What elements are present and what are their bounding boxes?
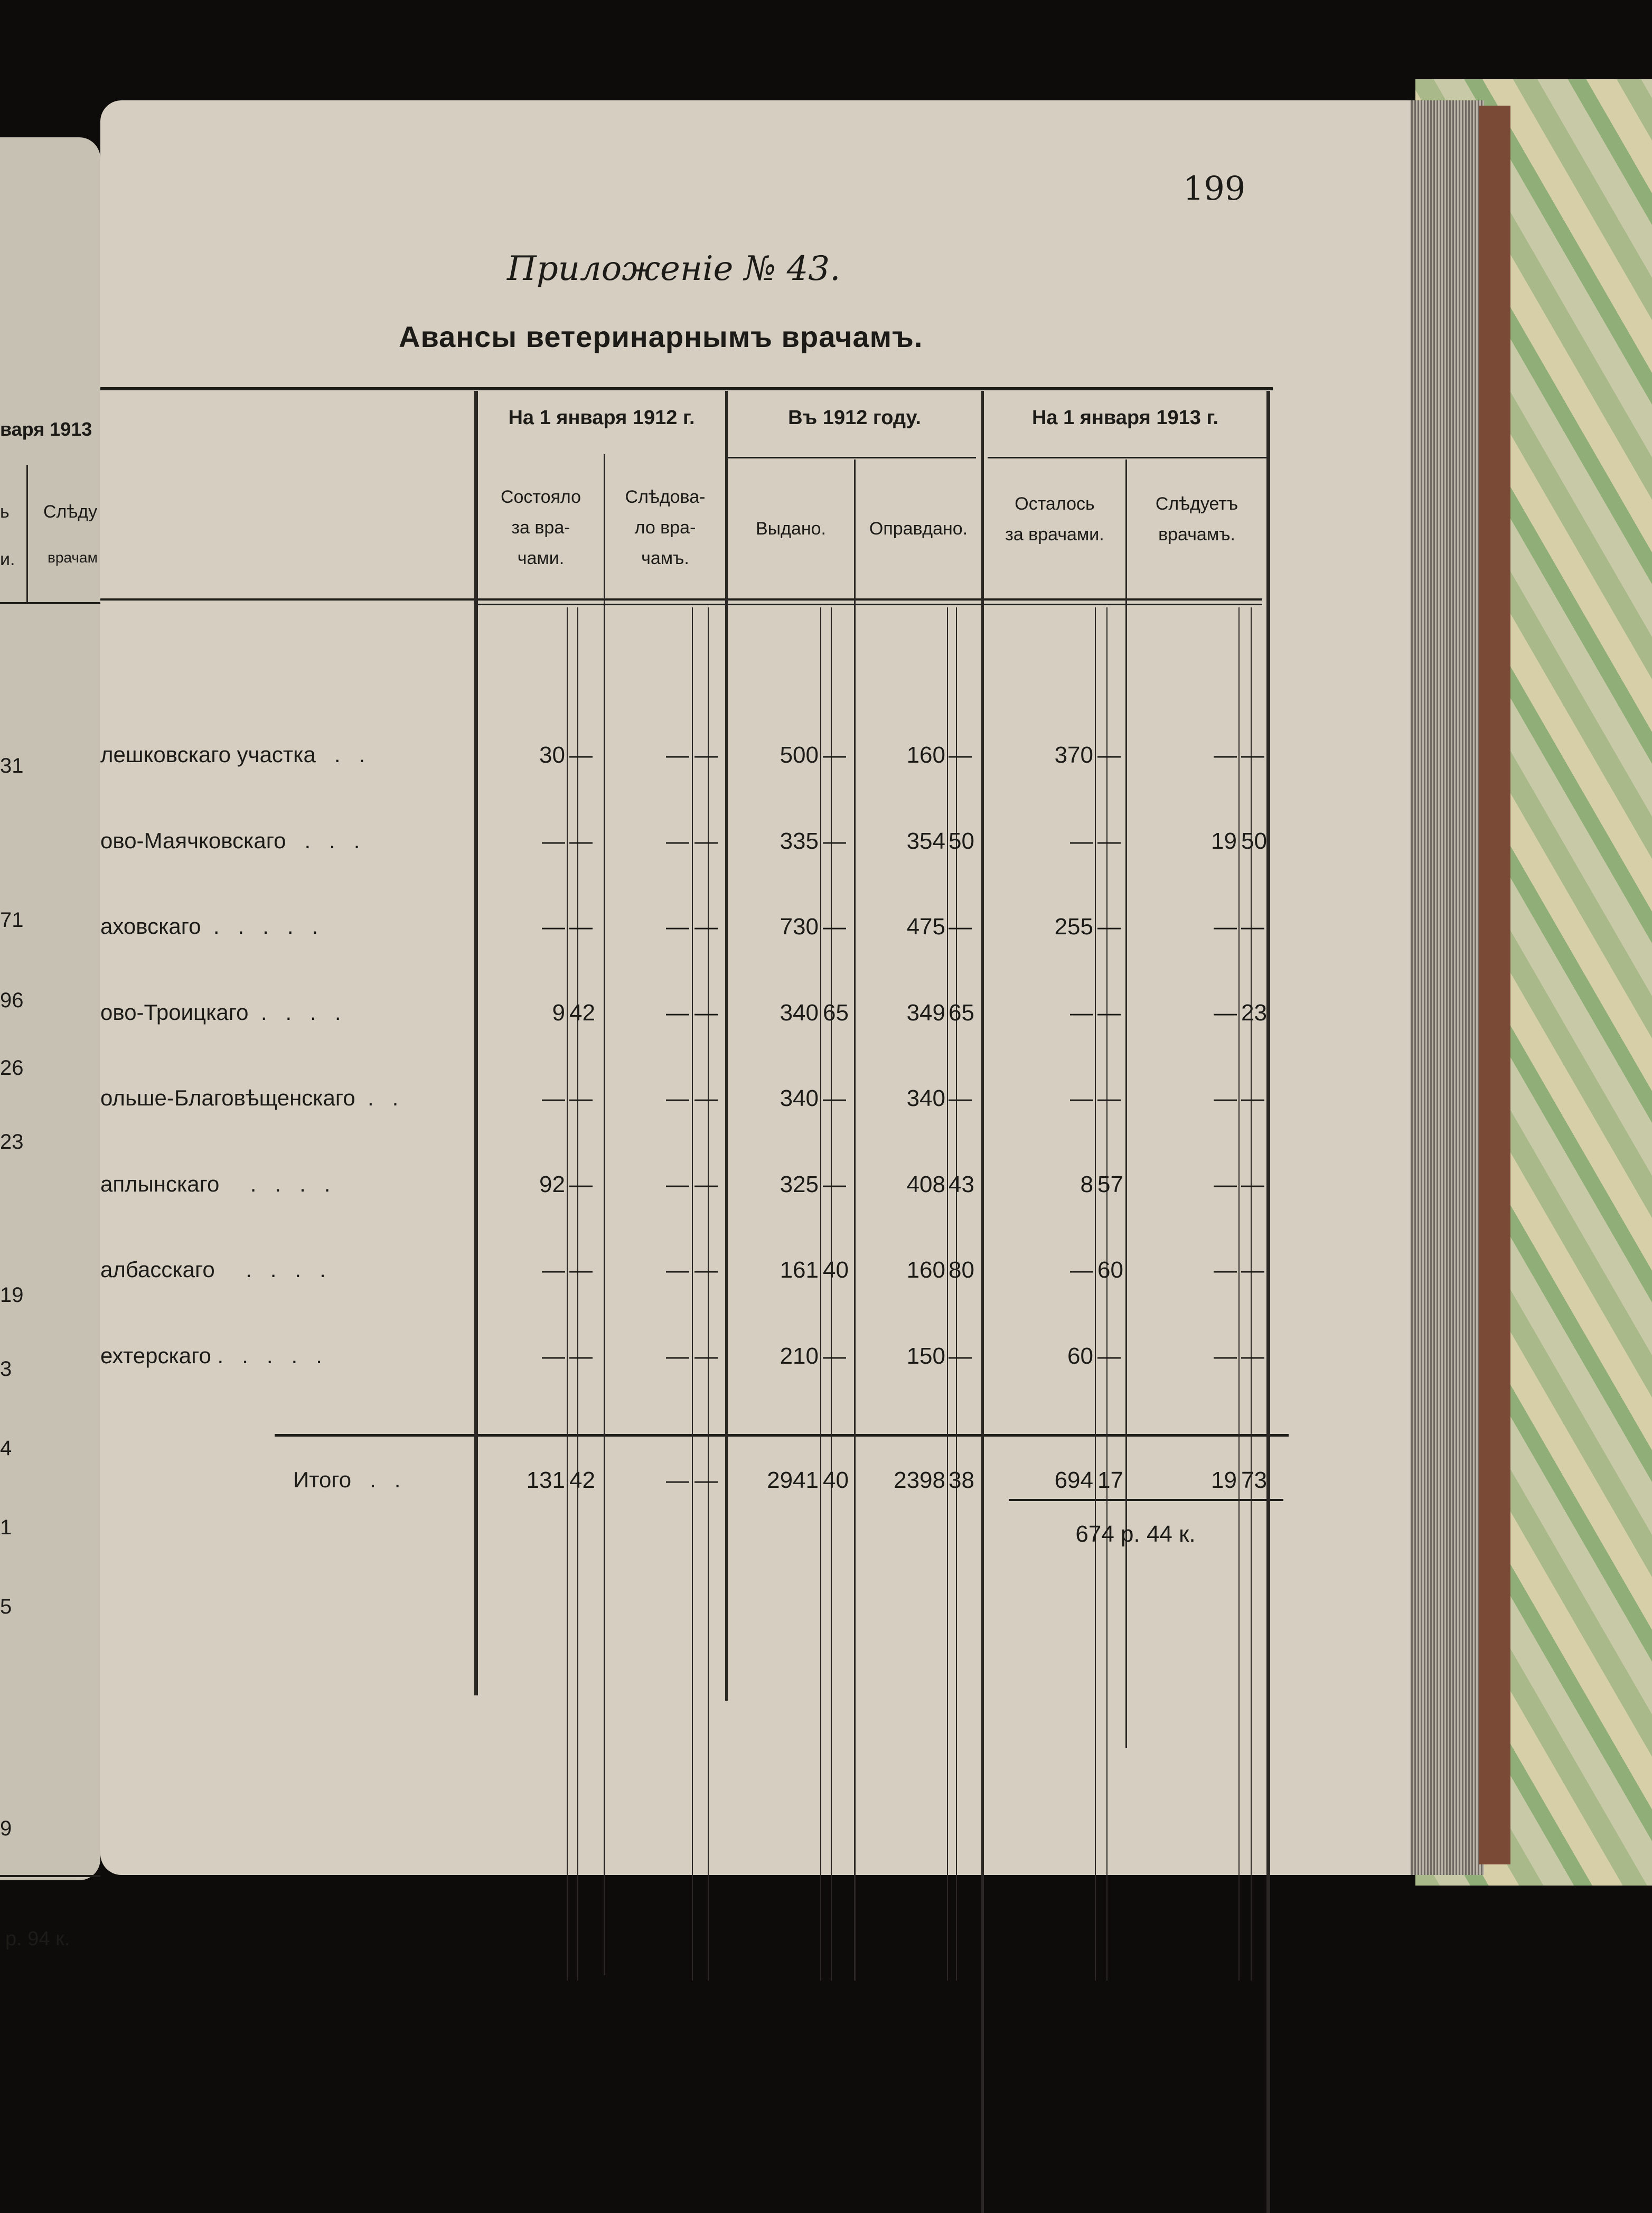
- total-c5k: 17: [1097, 1467, 1123, 1493]
- cell-c4k: —: [949, 1343, 972, 1369]
- cell-c6r: —: [1214, 1343, 1237, 1369]
- cell-c2k: —: [694, 914, 718, 940]
- cell-c5k: —: [1097, 1000, 1121, 1026]
- book-spine: [1479, 106, 1510, 1864]
- cell-c5r: —: [1070, 828, 1093, 854]
- cell-c1r: —: [542, 1257, 565, 1283]
- cell-c1r: —: [542, 1085, 565, 1111]
- total-c3k: 40: [823, 1467, 849, 1493]
- header-jan-1912: На 1 января 1912 г.: [508, 407, 695, 429]
- cell-c1r: 92: [539, 1171, 565, 1197]
- cell-c3r: 335: [780, 828, 819, 854]
- cell-c3k: —: [823, 914, 846, 940]
- row-label: ово-Троицкаго . . . .: [100, 1000, 341, 1025]
- left-page: [0, 137, 100, 1950]
- cell-c1r: 9: [552, 1000, 565, 1026]
- cell-c4k: 43: [949, 1171, 974, 1197]
- cell-c3r: 340: [780, 1085, 819, 1111]
- left-number: 5: [0, 1595, 12, 1618]
- cell-c6r: —: [1214, 914, 1237, 940]
- left-page-sub2: Слѣду: [43, 502, 98, 522]
- cell-c1k: —: [569, 1343, 593, 1369]
- cell-c2r: —: [666, 742, 689, 768]
- cell-c5r: 60: [1067, 1343, 1093, 1369]
- cell-c6k: —: [1241, 1257, 1264, 1283]
- cell-c3k: 40: [823, 1257, 849, 1283]
- cell-c6r: 19: [1211, 828, 1237, 854]
- row-label: лешковскаго участка . .: [100, 742, 365, 767]
- left-number: 4: [0, 1437, 12, 1460]
- cell-c4r: 349: [906, 1000, 945, 1026]
- row-label: ольше-Благовѣщенскаго . .: [100, 1085, 399, 1110]
- cell-c4r: 150: [906, 1343, 945, 1369]
- cell-c4r: 160: [906, 1257, 945, 1283]
- total-c5r: 694: [1054, 1467, 1093, 1493]
- total-c1k: 42: [569, 1467, 595, 1493]
- total-c4r: 2398: [894, 1467, 945, 1493]
- total-c2r: —: [666, 1467, 689, 1493]
- row-label: ехтерскаго . . . . .: [100, 1343, 322, 1368]
- cell-c4k: 50: [949, 828, 974, 854]
- cell-c1k: —: [569, 1257, 593, 1283]
- cell-c5k: —: [1097, 1343, 1121, 1369]
- total-c2k: —: [694, 1467, 718, 1493]
- cell-c3k: —: [823, 742, 846, 768]
- cell-c5k: 57: [1097, 1171, 1123, 1197]
- cell-c1k: —: [569, 742, 593, 768]
- cell-c4r: 475: [906, 914, 945, 940]
- cell-c4r: 354: [906, 828, 945, 854]
- cell-c3r: 161: [780, 1257, 819, 1283]
- cell-c5k: —: [1097, 1085, 1121, 1111]
- cell-c4k: —: [949, 742, 972, 768]
- net-balance: 674 р. 44 к.: [1075, 1521, 1196, 1547]
- cell-c2r: —: [666, 1171, 689, 1197]
- cell-c2r: —: [666, 1000, 689, 1026]
- row-label: ово-Маячковскаго . . .: [100, 828, 360, 853]
- total-label: Итого . .: [293, 1467, 401, 1492]
- cell-c6k: 50: [1241, 828, 1267, 854]
- left-page-footer: р. 94 к.: [5, 1928, 70, 1950]
- cell-c1k: —: [569, 1085, 593, 1111]
- page-title: Авансы ветеринарнымъ врачамъ.: [399, 320, 923, 353]
- total-c3r: 2941: [767, 1467, 819, 1493]
- left-page-sub1: ь: [0, 502, 10, 522]
- main-page: [100, 100, 1410, 1875]
- total-c1r: 131: [526, 1467, 565, 1493]
- header-jan-1913: На 1 января 1913 г.: [1031, 407, 1219, 429]
- total-c4k: 38: [949, 1467, 974, 1493]
- cell-c6k: —: [1241, 914, 1264, 940]
- cell-c4k: —: [949, 914, 972, 940]
- cell-c4k: 65: [949, 1000, 974, 1026]
- left-number: 9: [0, 1817, 12, 1840]
- left-number: 31: [0, 754, 24, 777]
- header-justified: Оправдано.: [869, 519, 968, 539]
- cell-c3r: 340: [780, 1000, 819, 1026]
- cell-c4r: 340: [906, 1085, 945, 1111]
- appendix-label: Приложенiе № 43.: [507, 249, 841, 288]
- cell-c5r: —: [1070, 1257, 1093, 1283]
- cell-c5k: —: [1097, 828, 1121, 854]
- header-bottom-rule: [100, 598, 1262, 601]
- cell-c4r: 160: [906, 742, 945, 768]
- cell-c6r: —: [1214, 1085, 1237, 1111]
- cell-c6r: —: [1214, 1000, 1237, 1026]
- cell-c5k: —: [1097, 742, 1121, 768]
- cell-c3r: 325: [780, 1171, 819, 1197]
- cell-c5r: —: [1070, 1085, 1093, 1111]
- cell-c4k: —: [949, 1085, 972, 1111]
- cell-c3k: 65: [823, 1000, 849, 1026]
- row-label: аплынскаго . . . .: [100, 1171, 331, 1196]
- cell-c3r: 210: [780, 1343, 819, 1369]
- page-edges: [1405, 100, 1484, 1875]
- cell-c3k: —: [823, 1343, 846, 1369]
- cell-c3k: —: [823, 1171, 846, 1197]
- cell-c5r: 255: [1054, 914, 1093, 940]
- cell-c1r: —: [542, 1343, 565, 1369]
- cell-c2k: —: [694, 742, 718, 768]
- cell-c4r: 408: [906, 1171, 945, 1197]
- cell-c6k: —: [1241, 1171, 1264, 1197]
- left-page-sub3: и.: [0, 549, 15, 569]
- total-c6r: 19: [1211, 1467, 1237, 1493]
- cell-c6k: —: [1241, 742, 1264, 768]
- cell-c6r: —: [1214, 742, 1237, 768]
- cell-c1r: —: [542, 828, 565, 854]
- cell-c2k: —: [694, 1000, 718, 1026]
- cell-c4k: 80: [949, 1257, 974, 1283]
- header-during-1912: Въ 1912 году.: [788, 407, 921, 429]
- header-due-to-doctors: Слѣдуетъ врачамъ.: [1155, 494, 1238, 545]
- cell-c5r: —: [1070, 1000, 1093, 1026]
- cell-c5k: 60: [1097, 1257, 1123, 1283]
- left-page-header: варя 1913: [0, 418, 92, 440]
- cell-c1k: 42: [569, 1000, 595, 1026]
- header-remaining-with-doctors: Осталось за врачами.: [1005, 494, 1104, 545]
- cell-c1r: —: [542, 914, 565, 940]
- cell-c3r: 730: [780, 914, 819, 940]
- cell-c5r: 370: [1054, 742, 1093, 768]
- cell-c3k: —: [823, 1085, 846, 1111]
- cell-c2k: —: [694, 1343, 718, 1369]
- total-rule: [275, 1434, 1289, 1437]
- cell-c5k: —: [1097, 914, 1121, 940]
- cell-c6k: —: [1241, 1085, 1264, 1111]
- cell-c1k: —: [569, 828, 593, 854]
- cell-c6k: 23: [1241, 1000, 1267, 1026]
- page-number: 199: [1183, 169, 1246, 208]
- cell-c2k: —: [694, 1085, 718, 1111]
- header-owed-by-doctors-1912: Состояло за вра- чами.: [500, 487, 581, 568]
- left-number: 19: [0, 1283, 24, 1307]
- cell-c2r: —: [666, 1257, 689, 1283]
- row-label: албасскаго . . . .: [100, 1257, 326, 1282]
- header-owed-to-doctors-1912: Слѣдова- ло вра- чамъ.: [625, 487, 706, 568]
- left-number: 71: [0, 908, 24, 932]
- row-label: аховскаго . . . . .: [100, 914, 318, 939]
- cell-c3r: 500: [780, 742, 819, 768]
- cell-c2k: —: [694, 1171, 718, 1197]
- left-number: 26: [0, 1056, 24, 1080]
- left-number: 1: [0, 1516, 12, 1539]
- cell-c6r: —: [1214, 1257, 1237, 1283]
- cell-c2r: —: [666, 914, 689, 940]
- left-page-sub4: врачам: [48, 549, 98, 566]
- cell-c2r: —: [666, 828, 689, 854]
- header-issued: Выдано.: [756, 519, 826, 539]
- left-number: 3: [0, 1357, 12, 1381]
- left-number: 96: [0, 989, 24, 1012]
- cell-c2r: —: [666, 1343, 689, 1369]
- total-c6k: 73: [1241, 1467, 1267, 1493]
- left-number: 23: [0, 1130, 24, 1154]
- cell-c1k: —: [569, 914, 593, 940]
- table-top-rule: [100, 387, 1273, 390]
- cell-c1k: —: [569, 1171, 593, 1197]
- cell-c2k: —: [694, 1257, 718, 1283]
- cell-c6r: —: [1214, 1171, 1237, 1197]
- cell-c6k: —: [1241, 1343, 1264, 1369]
- cell-c1r: 30: [539, 742, 565, 768]
- cell-c3k: —: [823, 828, 846, 854]
- cell-c2k: —: [694, 828, 718, 854]
- cell-c2r: —: [666, 1085, 689, 1111]
- cell-c5r: 8: [1080, 1171, 1093, 1197]
